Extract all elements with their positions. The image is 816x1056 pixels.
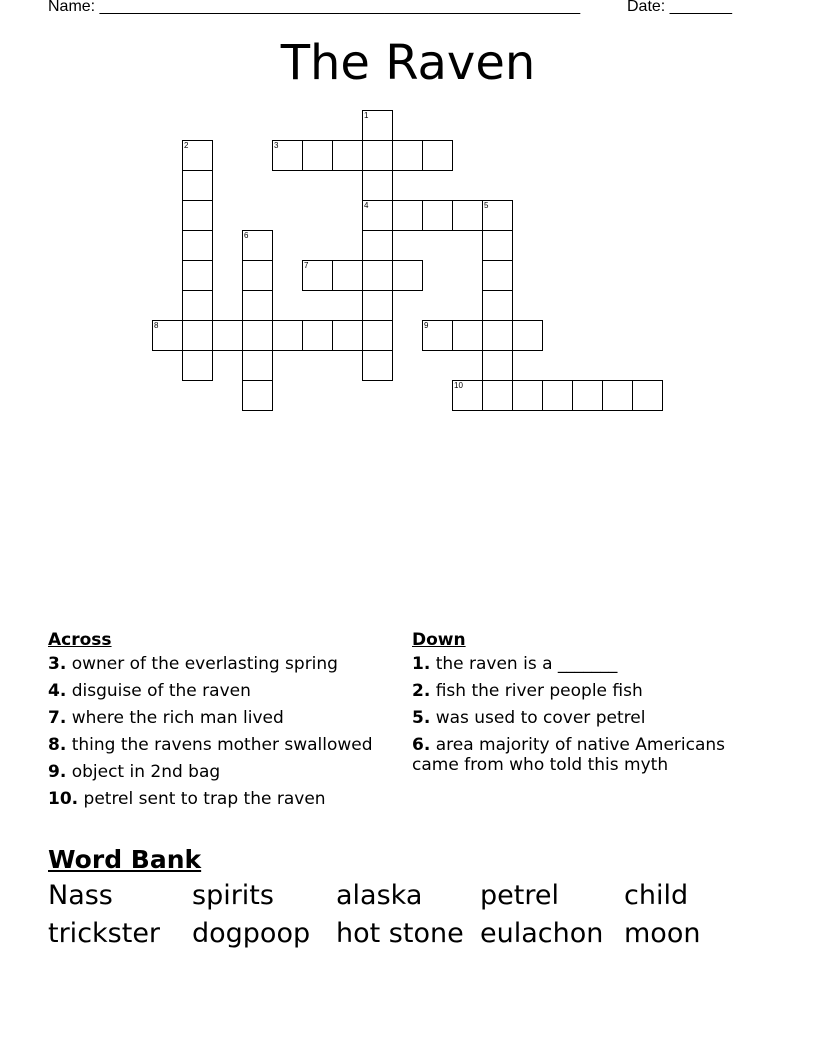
- across-clue: [48, 681, 388, 701]
- crossword-cell[interactable]: [482, 320, 513, 351]
- crossword-cell[interactable]: [362, 230, 393, 261]
- down-clue: [412, 681, 762, 701]
- across-heading: Across: [48, 630, 112, 650]
- clue-text: thing the ravens mother swallowed: [66, 735, 373, 755]
- crossword-cell[interactable]: [242, 320, 273, 351]
- cell-number: 5: [484, 201, 489, 210]
- clue-number: 1.: [412, 654, 431, 674]
- crossword-grid: [0, 0, 816, 420]
- cell-number: 10: [454, 381, 463, 390]
- crossword-cell[interactable]: [602, 380, 633, 411]
- word-bank-word: trickster: [48, 918, 161, 949]
- crossword-cell[interactable]: [362, 170, 393, 201]
- crossword-cell[interactable]: [332, 320, 363, 351]
- cell-number: 1: [364, 111, 369, 120]
- crossword-cell[interactable]: [482, 380, 513, 411]
- clue-number: 8.: [48, 735, 67, 755]
- crossword-cell[interactable]: [182, 170, 213, 201]
- clue-text: disguise of the raven: [66, 681, 251, 701]
- crossword-cell[interactable]: [422, 320, 453, 351]
- crossword-cell[interactable]: [482, 290, 513, 321]
- crossword-cell[interactable]: [242, 260, 273, 291]
- crossword-cell[interactable]: [302, 260, 333, 291]
- crossword-cell[interactable]: [482, 230, 513, 261]
- crossword-cell[interactable]: [632, 380, 663, 411]
- crossword-cell[interactable]: [212, 320, 243, 351]
- down-clue: [412, 654, 762, 674]
- cell-number: 7: [304, 261, 309, 270]
- cell-number: 2: [184, 141, 189, 150]
- down-clue: [412, 735, 762, 775]
- crossword-cell[interactable]: [392, 200, 423, 231]
- across-clues: [48, 630, 388, 816]
- clue-text: the raven is a _______: [430, 654, 618, 674]
- crossword-cell[interactable]: [422, 140, 453, 171]
- word-bank-word: petrel: [480, 880, 559, 911]
- word-bank-word: dogpoop: [192, 918, 311, 949]
- crossword-cell[interactable]: [362, 320, 393, 351]
- name-line: Name: ______________________________________________________: [48, 0, 581, 15]
- date-line: Date: _______: [627, 0, 732, 15]
- across-clue: [48, 708, 388, 728]
- word-bank-word: alaska: [336, 880, 423, 911]
- crossword-cell[interactable]: [572, 380, 603, 411]
- cell-number: 9: [424, 321, 429, 330]
- clue-text: fish the river people fish: [430, 681, 643, 701]
- clue-number: 7.: [48, 708, 67, 728]
- crossword-cell[interactable]: [362, 260, 393, 291]
- crossword-cell[interactable]: [512, 380, 543, 411]
- word-bank-word: moon: [624, 918, 701, 949]
- crossword-cell[interactable]: [242, 230, 273, 261]
- crossword-cell[interactable]: [362, 350, 393, 381]
- crossword-cell[interactable]: [452, 320, 483, 351]
- crossword-cell[interactable]: [182, 140, 213, 171]
- crossword-cell[interactable]: [182, 290, 213, 321]
- word-bank-word: eulachon: [480, 918, 604, 949]
- crossword-cell[interactable]: [332, 140, 363, 171]
- crossword-cell[interactable]: [242, 350, 273, 381]
- across-clue: [48, 789, 388, 809]
- crossword-cell[interactable]: [362, 290, 393, 321]
- crossword-cell[interactable]: [362, 200, 393, 231]
- crossword-cell[interactable]: [452, 380, 483, 411]
- cell-number: 6: [244, 231, 249, 240]
- clue-number: 4.: [48, 681, 67, 701]
- crossword-cell[interactable]: [512, 320, 543, 351]
- crossword-cell[interactable]: [482, 200, 513, 231]
- crossword-cell[interactable]: [422, 200, 453, 231]
- word-bank-word: Nass: [48, 880, 113, 911]
- clue-number: 2.: [412, 681, 431, 701]
- crossword-cell[interactable]: [182, 260, 213, 291]
- clue-text: petrel sent to trap the raven: [78, 789, 326, 809]
- crossword-cell[interactable]: [272, 320, 303, 351]
- crossword-cell[interactable]: [182, 350, 213, 381]
- word-bank-word: spirits: [192, 880, 274, 911]
- clue-text: owner of the everlasting spring: [66, 654, 338, 674]
- crossword-cell[interactable]: [452, 200, 483, 231]
- crossword-cell[interactable]: [302, 140, 333, 171]
- page-title: The Raven: [280, 35, 536, 91]
- crossword-cell[interactable]: [392, 140, 423, 171]
- crossword-cell[interactable]: [182, 200, 213, 231]
- crossword-cell[interactable]: [362, 110, 393, 141]
- clue-text: was used to cover petrel: [430, 708, 646, 728]
- clue-number: 9.: [48, 762, 67, 782]
- crossword-cell[interactable]: [482, 350, 513, 381]
- crossword-cell[interactable]: [332, 260, 363, 291]
- crossword-cell[interactable]: [392, 260, 423, 291]
- crossword-cell[interactable]: [272, 140, 303, 171]
- clue-number: 5.: [412, 708, 431, 728]
- clue-number: 3.: [48, 654, 67, 674]
- word-bank-word: hot stone: [336, 918, 464, 949]
- down-heading: Down: [412, 630, 466, 650]
- crossword-cell[interactable]: [542, 380, 573, 411]
- clue-number: 6.: [412, 735, 431, 755]
- crossword-cell[interactable]: [182, 320, 213, 351]
- clue-number: 10.: [48, 789, 79, 809]
- cell-number: 8: [154, 321, 159, 330]
- crossword-cell[interactable]: [242, 290, 273, 321]
- across-clue: [48, 654, 388, 674]
- cell-number: 4: [364, 201, 369, 210]
- crossword-cell[interactable]: [362, 140, 393, 171]
- crossword-cell[interactable]: [182, 230, 213, 261]
- crossword-cell[interactable]: [152, 320, 183, 351]
- crossword-cell[interactable]: [302, 320, 333, 351]
- across-clue: [48, 762, 388, 782]
- clue-text: area majority of native Americans came from who told this myth: [412, 735, 726, 775]
- word-bank-word: child: [624, 880, 689, 911]
- down-clue: [412, 708, 762, 728]
- word-bank-heading: Word Bank: [48, 845, 202, 874]
- across-clue: [48, 735, 388, 755]
- cell-number: 3: [274, 141, 279, 150]
- down-clues: [412, 630, 762, 782]
- clue-text: object in 2nd bag: [66, 762, 221, 782]
- clue-text: where the rich man lived: [66, 708, 284, 728]
- crossword-cell[interactable]: [242, 380, 273, 411]
- crossword-cell[interactable]: [482, 260, 513, 291]
